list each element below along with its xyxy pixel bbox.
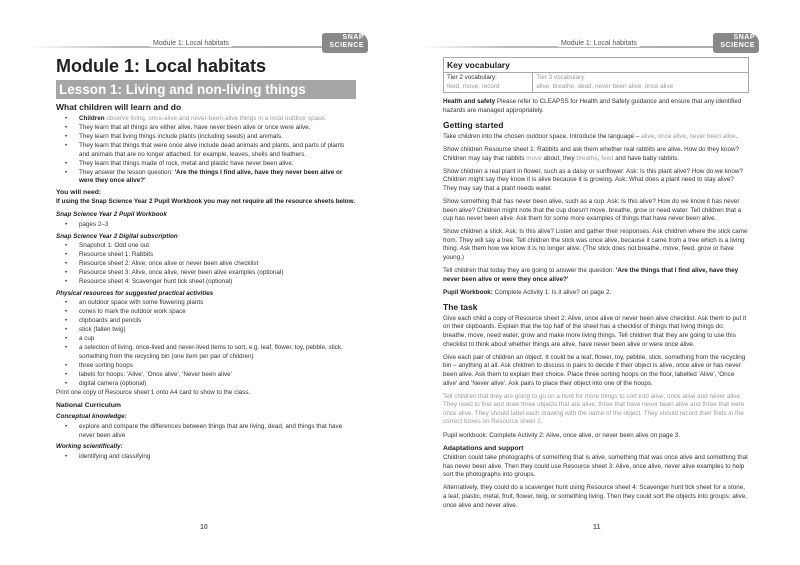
- list-item: [79, 115, 356, 124]
- text-run: Give each child a copy of Resource sheet 2: Alive, once alive or never been alive checklist. Ask them to put it on their clipboards. Explain that the top half of the sheet has a checklist of things that living things do: breathe, move, need water, grow and make more living things. Tell children that they are going to use this checklist to think about whether things are alive, have never been alive or were once alive.: [443, 314, 747, 348]
- snap-science-logo: SNAP SCIENCE: [322, 33, 368, 53]
- right-page-content: [443, 57, 749, 515]
- italic-subheading: Physical resources for suggested practical activities: [56, 289, 214, 297]
- text-run: They learn that things made of rock, metal and plastic have never been alive.: [79, 159, 294, 167]
- text-run: They learn that things that were once alive include dead animals and plants, and parts of plants and animals that are no longer attached, for example, leaves, shells and feathers.: [79, 141, 345, 158]
- list-item: [79, 344, 356, 361]
- text-run: never been alive: [689, 132, 736, 140]
- text-run: a selection of living, once-lived and never-lived items to sort, e.g. leaf, flower, toy, pebble, stick, something from the recycling bin (one item per pair of children): [79, 344, 343, 360]
- header-title: Module 1: Local habitats: [558, 40, 640, 47]
- text-run: clipboards and pencils: [79, 317, 142, 325]
- paragraph: [443, 267, 749, 284]
- key-vocabulary-table: [443, 57, 749, 93]
- text-run: They learn that living things include plants (including seeds) and animals.: [79, 132, 283, 140]
- text-run: Snapshot 1: Odd one out: [79, 242, 150, 250]
- list-item: [79, 269, 356, 278]
- list-item: [79, 160, 356, 169]
- list-item: [79, 278, 356, 287]
- tier2-words: feed, move, record: [447, 82, 500, 90]
- text-run: feed: [601, 154, 614, 162]
- paragraph: [443, 354, 749, 388]
- paragraph: [443, 289, 749, 298]
- tier2-label: Tier 2 vocabulary:: [447, 74, 497, 81]
- paragraph: [443, 454, 749, 480]
- text-run: Please refer to CLEAPSS for Health and Safety guidance and ensure that any identified hazards are managed appropriately.: [443, 98, 742, 114]
- snap-science-logo: SNAP SCIENCE: [713, 33, 759, 53]
- paragraph: [443, 146, 749, 163]
- text-run: about, they: [541, 154, 577, 162]
- text-run: Tell children that they are going to go on a hunt for more things to sort into alive, once alive and never alive. They need to find and draw three objects that are alive, three that have never been alive and three that were once alive. They should label each drawing with the name of the object. They should record their finds in the correct boxes on Resource sheet 2.: [443, 392, 745, 426]
- bullet-list: [56, 242, 356, 287]
- right-page: [400, 0, 800, 565]
- text-run: and have baby rabbits.: [613, 154, 679, 162]
- list-item: [79, 221, 356, 230]
- text-run: explore and compare the differences between things that are living, dead, and things that have never been alive: [79, 423, 343, 439]
- text-run: Children: [79, 115, 107, 122]
- text-run: identifying and classifying: [79, 452, 151, 460]
- bullet-list: [56, 423, 356, 440]
- text-run: Pupil workbook: Complete Activity 2: Alive, once alive, or never been alive on page 3.: [443, 431, 680, 439]
- text-run: Tell children that today they are going to answer the question:: [443, 267, 616, 275]
- text-run: Resource sheet 2: Alive, once alive or never been alive checklist: [79, 260, 259, 268]
- text-run: Show children Resource sheet 1: Rabbits and ask them whether real rabbits are alive. How do they know? Children may say that rabbits: [443, 145, 740, 162]
- page-number: 11: [593, 524, 601, 531]
- bullet-list: [56, 453, 356, 462]
- italic-subheading: Snap Science Year 2 Pupil Workbook: [56, 211, 167, 219]
- paragraph: [443, 133, 749, 142]
- section-heading: The task: [443, 301, 478, 312]
- text-run: Show something that has never been alive, such as a cup. Ask: Is this alive? How do we know it has never been alive? Children might note that the cup doesn't move, breathe, grow or need water. Tell children that a cup has never been alive. Ask them for some more examples of things that have never been alive.: [443, 197, 742, 223]
- header-title: Module 1: Local habitats: [150, 40, 232, 47]
- list-item: [79, 380, 356, 389]
- text-run: Give each pair of children an object. It could be a leaf, flower, toy, pebble, stick, something from the recycling bin – anything at all. Ask children to discuss in pairs to decide if their object is alive, once alive or has never been alive. Ask them to explain their choice. Place three sorting hoops on the floor, labelled 'Alive', 'Once alive' and 'Never alive'. Ask pairs to place their object into one of the hoops.: [443, 353, 746, 387]
- list-item: [79, 453, 356, 462]
- list-item: [79, 362, 356, 371]
- text-run: Children could take photographs of something that is alive, something that was once alive and something that has never been alive. Then they could use Resource sheet 3: Alive, once alive, never alive examples to help sort the photographs into groups.: [443, 454, 748, 479]
- paragraph: [443, 198, 749, 224]
- paragraph: [56, 198, 356, 207]
- list-item: [79, 260, 356, 269]
- text-run: Complete Activity 1: Is it alive? on page 2.: [492, 288, 612, 296]
- text-run: cones to mark the outdoor work space: [79, 308, 186, 316]
- module-title: Module 1: Local habitats: [56, 56, 267, 76]
- text-run: stick (fallen twig): [79, 326, 126, 334]
- subheading: You will need:: [56, 188, 102, 196]
- text-run: Show children a real plant in flower, such as a daisy or sunflower. Ask: Is this plant alive? How do we know? Children might say they know it is alive because it is growing. Ask: What does a plant need to stay alive? They may say that a plant needs water.: [443, 167, 743, 192]
- section-heading: Getting started: [443, 119, 504, 130]
- text-run: breathe: [576, 154, 598, 162]
- bullet-list: [56, 115, 356, 186]
- list-item: [79, 423, 356, 440]
- list-item: [79, 251, 356, 260]
- list-item: [79, 371, 356, 380]
- paragraph: [443, 315, 749, 349]
- text-run: Pupil Workbook:: [443, 288, 493, 296]
- paragraph: [443, 168, 749, 194]
- text-run: 'Are the things that I find alive, have they never been alive or were they once alive?': [443, 267, 739, 283]
- text-run: observe living, once-alive and never-been-alive things in a local outdoor space.: [106, 115, 327, 122]
- list-item: [79, 308, 356, 317]
- text-run: ,: [597, 154, 602, 162]
- text-run: ,: [654, 132, 658, 140]
- text-run: They answer the lesson question:: [79, 168, 175, 176]
- text-run: 'Are the things I find alive, have they never been alive or were they once alive?': [79, 168, 343, 185]
- paragraph: [56, 389, 356, 398]
- lesson-title: Lesson 1: Living and non-living things: [56, 80, 356, 99]
- tier3-label: Tier 3 vocabulary:: [536, 74, 587, 81]
- paragraph: [443, 393, 749, 427]
- page-number: 10: [200, 524, 208, 531]
- subheading: National Curriculum: [56, 401, 121, 409]
- text-run: digital camera (optional): [79, 379, 147, 387]
- list-item: [79, 124, 356, 133]
- page-header: [420, 40, 720, 50]
- paragraph: [443, 484, 749, 510]
- vocab-title: Key vocabulary: [444, 58, 749, 73]
- text-run: Take children into the chosen outdoor space. Introduce the language –: [443, 132, 642, 140]
- text-run: an outdoor space with some flowering plants: [79, 299, 204, 307]
- text-run: once alive: [657, 132, 686, 140]
- text-run: Resource sheet 3: Alive, once alive, never been alive examples (optional): [79, 269, 284, 277]
- tier2-cell: [444, 73, 533, 93]
- italic-subheading: Working scientifically:: [56, 443, 123, 451]
- italic-subheading: Conceptual knowledge:: [56, 413, 127, 421]
- text-run: labels for hoops: 'Alive', 'Once alive', 'Never been alive': [79, 370, 232, 378]
- list-item: [79, 242, 356, 251]
- list-item: [79, 142, 356, 159]
- paragraph: [443, 98, 749, 115]
- text-run: a cup: [79, 335, 95, 343]
- paragraph: [443, 228, 749, 262]
- subheading: Adaptations and support: [443, 444, 524, 452]
- text-run: pages 2–3: [79, 220, 109, 228]
- text-run: If using the Snap Science Year 2 Pupil Workbook you may not require all the resource sheets below.: [56, 198, 356, 206]
- text-run: move: [526, 154, 542, 162]
- page-header: [30, 40, 330, 50]
- text-run: alive: [641, 132, 655, 140]
- text-run: Health and safety: [443, 98, 497, 106]
- bullet-list: [56, 221, 356, 230]
- text-run: Print one copy of Resource sheet 1 onto A4 card to show to the class.: [56, 388, 251, 396]
- text-run: Resource sheet 1: Rabbits: [79, 251, 154, 259]
- text-run: They learn that all things are either alive, have never been alive or once were alive.: [79, 123, 311, 131]
- text-run: Show children a stick. Ask: Is this alive? Listen and gather their responses. Ask children where the stick came from. They will say a tree. Tell children the stick was once alive, because it came from a tree which is a living thing. Ask them how we know it is no longer alive. (The stick does not breathe, move, feed, grow or have young.): [443, 228, 748, 261]
- list-item: [79, 326, 356, 335]
- tier3-words: alive, breathe, dead, never been alive, once alive: [536, 82, 674, 90]
- italic-subheading: Snap Science Year 2 Digital subscription: [56, 232, 178, 240]
- list-item: [79, 133, 356, 142]
- section-heading: What children will learn and do: [56, 102, 182, 112]
- list-item: [79, 317, 356, 326]
- text-run: Alternatively, they could do a scavenger hunt using Resource sheet 4: Scavenger hunt tick sheet for a stone, a leaf, plastic, metal, fruit, flower, twig, or something living. Then they could sort the objects into groups: alive, once alive and never alive.: [443, 484, 748, 509]
- text-run: ,: [685, 132, 690, 140]
- list-item: [79, 335, 356, 344]
- left-page-content: [56, 55, 356, 462]
- bullet-list: [56, 299, 356, 388]
- text-run: three sorting hoops: [79, 361, 133, 369]
- text-run: .: [735, 132, 738, 140]
- list-item: [79, 299, 356, 308]
- tier3-cell: [533, 73, 749, 93]
- paragraph: [443, 432, 749, 441]
- list-item: [79, 169, 356, 186]
- text-run: Resource sheet 4: Scavenger hunt tick sheet (optional): [79, 278, 233, 286]
